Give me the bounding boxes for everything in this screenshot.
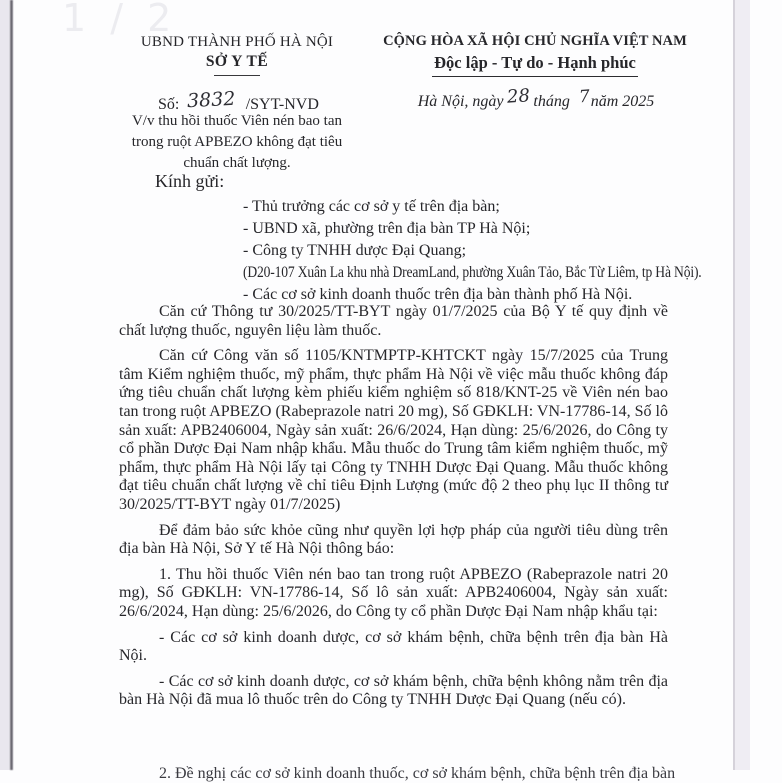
recipient-item: - Công ty TNHH dược Đại Quang; bbox=[243, 242, 467, 259]
body-paragraph-legal-basis-1: Căn cứ Thông tư 30/2025/TT-BYT ngày 01/7/2025 của Bộ Y tế quy định về chất lượng thuốc, nguyên liệu làm thuốc. bbox=[119, 303, 668, 339]
date-year-part: năm 2025 bbox=[590, 93, 655, 110]
date-day-handwritten: 28 bbox=[505, 85, 531, 108]
date-prefix: Hà Nội, ngày bbox=[417, 93, 504, 110]
page-number-watermark: 1 / 2 bbox=[62, 0, 178, 40]
recipient-list bbox=[243, 196, 723, 306]
place-and-date-line bbox=[408, 85, 664, 111]
body-paragraph-recall-item-1: 1. Thu hồi thuốc Viên nén bao tan trong ruột APBEZO (Rabeprazole natri 20 mg), Số GĐKLH: VN-17786-14, Số lô sản xuất: APB2406004, Ngày sản xuất: 26/6/2024, Hạn dùng: 25/6/2026, do Công ty cổ phần Dược Đại Nam nhập khẩu tại: bbox=[119, 565, 668, 620]
scan-right-margin bbox=[735, 0, 750, 770]
subject-line: trong ruột APBEZO không đạt tiêu bbox=[131, 134, 343, 150]
issuing-org-department: SỞ Y TẾ bbox=[205, 53, 269, 70]
document-number-suffix: /SYT-NVD bbox=[245, 96, 319, 113]
body-paragraph-announcement: Để đảm bảo sức khỏe cũng như quyền lợi hợp pháp của người tiêu dùng trên địa bàn Hà Nội, Sở Y tế Hà Nội thông báo: bbox=[119, 521, 668, 558]
recipient-item: - UBND xã, phường trên địa bàn TP Hà Nội; bbox=[243, 220, 531, 237]
date-thang-word: tháng bbox=[533, 93, 570, 110]
recipient-address-note bbox=[243, 262, 723, 284]
document-subject bbox=[118, 111, 356, 174]
department-underline-rule bbox=[214, 75, 260, 77]
body-paragraph-legal-basis-2: Căn cứ Công văn số 1105/KNTMPTP-KHTCKT ngày 15/7/2025 của Trung tâm Kiểm nghiệm thuốc, mỹ phẩm, thực phẩm Hà Nội về việc mẫu thuốc không đáp ứng tiêu chuẩn chất lượng kèm phiếu kiểm nghiệm số 818/KNT-25 về Viên nén bao tan trong ruột APBEZO (Rabeprazole natri 20 mg), Số GĐKLH: VN-17786-14, Số lô sản xuất: APB2406004, Ngày sản xuất: 26/6/2024, Hạn dùng: 25/6/2026, do Công ty cổ phần Dược Đại Nam nhập khẩu. Mẫu thuốc do Trung tâm kiểm nghiệm thuốc, mỹ phẩm, thực phẩm Hà Nội lấy tại Công ty TNHH Dược Đại Quang. Mẫu thuốc không đạt tiêu chuẩn chất lượng về chỉ tiêu Định Lượng (mức độ 2 theo phụ lục II thông tư 30/2025/TT-BYT ngày 01/7/2025) bbox=[119, 347, 668, 513]
subject-line: V/v thu hồi thuốc Viên nén bao tan bbox=[131, 113, 343, 129]
body-paragraph-recall-scope-b: - Các cơ sở kinh doanh dược, cơ sở khám bệnh, chữa bệnh không nằm trên địa bàn Hà Nội đã mua lô thuốc trên do Công ty TNHH Dược Đại Quang (nếu có). bbox=[119, 672, 668, 709]
document-number-label: Số: bbox=[158, 96, 180, 113]
letter-body bbox=[119, 303, 668, 710]
date-month-handwritten: 7 bbox=[578, 86, 591, 108]
body-paragraph-recall-scope-a: - Các cơ sở kinh doanh dược, cơ sở khám bệnh, chữa bệnh trên địa bàn Hà Nội. bbox=[119, 628, 668, 665]
recipient-address-text: (D20-107 Xuân La khu nhà DreamLand, phường Xuân Tảo, Bắc Từ Liêm, tp Hà Nội). bbox=[243, 264, 702, 281]
document-number-handwritten: 3832 bbox=[186, 87, 237, 113]
issuing-org-parent: UBND THÀNH PHỐ HÀ NỘI bbox=[140, 34, 334, 50]
page-left-edge-shadow bbox=[10, 0, 13, 770]
recipient-item: - Các cơ sở kinh doanh thuốc trên địa bàn thành phố Hà Nội. bbox=[243, 286, 633, 303]
scan-left-margin bbox=[0, 0, 10, 770]
recipient-item: - Thủ trưởng các cơ sở y tế trên địa bàn; bbox=[243, 198, 500, 215]
national-motto-block bbox=[380, 33, 690, 77]
national-title: CỘNG HÒA XÃ HỘI CHỦ NGHĨA VIỆT NAM bbox=[383, 33, 687, 49]
issuing-authority-block bbox=[112, 33, 362, 76]
national-motto: Độc lập - Tự do - Hạnh phúc bbox=[432, 53, 638, 77]
partial-clipped-line: 2. Đề nghị các cơ sở kinh doanh thuốc, cơ sở khám bệnh, chữa bệnh trên địa bàn bbox=[159, 765, 676, 782]
subject-line: chuẩn chất lượng. bbox=[183, 155, 291, 171]
salutation-label: Kính gửi: bbox=[155, 171, 225, 191]
